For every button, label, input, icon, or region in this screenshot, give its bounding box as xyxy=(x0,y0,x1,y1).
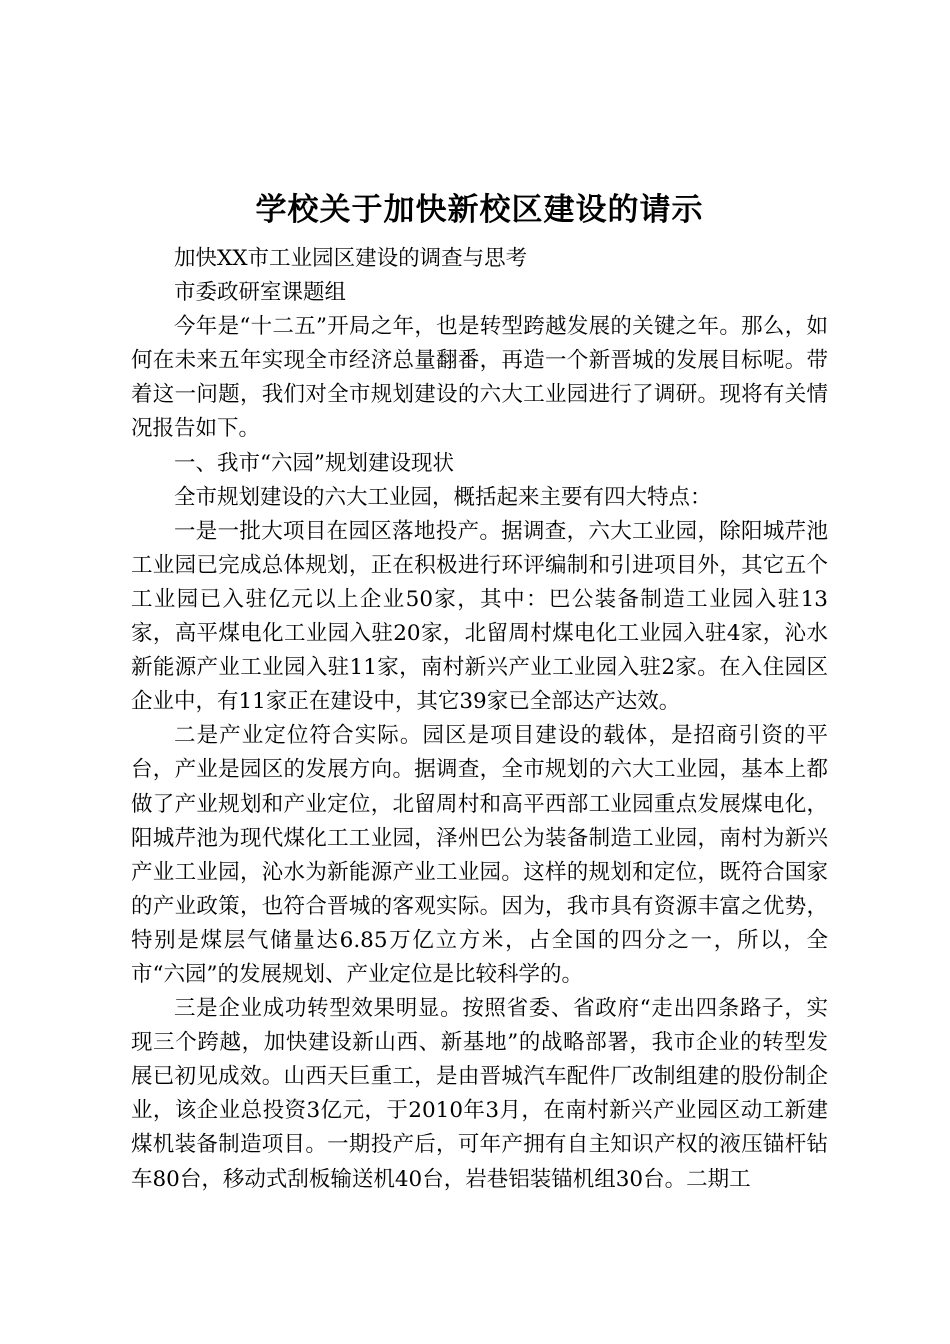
section-heading: 一、我市“六园”规划建设现状 xyxy=(174,450,454,476)
point-one-paragraph: 一是一批大项目在园区落地投产。据调查，六大工业园，除阳城芹池工业园已完成总体规划，正在积极进行环评编制和引进项目外，其它五个工业园已入驻亿元以上企业50家，其中：巴公装备制造工业园入驻13家，高平煤电化工业园入驻20家，北留周村煤电化工业园入驻4家，沁水新能源产业工业园入驻11家，南村新兴产业工业园入驻2家。在入住园区企业中，有11家正在建设中，其它39家已全部达产达效。 xyxy=(131,518,828,715)
summary-paragraph: 全市规划建设的六大工业园，概括起来主要有四大特点： xyxy=(174,484,712,510)
document-title: 学校关于加快新校区建设的请示 xyxy=(255,192,704,228)
point-three-paragraph: 三是企业成功转型效果明显。按照省委、省政府“走出四条路子，实现三个跨越，加快建设新山西、新基地”的战略部署，我市企业的转型发展已初见成效。山西天巨重工，是由晋城汽车配件厂改制组建的股份制企业，该企业总投资3亿元，于2010年3月，在南村新兴产业园区动工新建煤机装备制造项目。一期投产后，可年产拥有自主知识产权的液压锚杆钻车80台，移动式刮板输送机40台，岩巷铝装锚机组30台。二期工 xyxy=(131,996,828,1192)
author-paragraph: 市委政研室课题组 xyxy=(174,280,347,306)
intro-paragraph: 今年是“十二五”开局之年，也是转型跨越发展的关键之年。那么，如何在未来五年实现全市经济总量翻番，再造一个新晋城的发展目标呢。带着这一问题，我们对全市规划建设的六大工业园进行了调研。现将有关情况报告如下。 xyxy=(131,314,828,442)
point-two-paragraph: 二是产业定位符合实际。园区是项目建设的载体，是招商引资的平台，产业是园区的发展方向。据调查，全市规划的六大工业园，基本上都做了产业规划和产业定位，北留周村和高平西部工业园重点发展煤电化，阳城芹池为现代煤化工工业园，泽州巴公为装备制造工业园，南村为新兴产业工业园，沁水为新能源产业工业园。这样的规划和定位，既符合国家的产业政策，也符合晋城的客观实际。因为，我市具有资源丰富之优势，特别是煤层气储量达6.85万亿立方米，占全国的四分之一，所以，全市“六园”的发展规划、产业定位是比较科学的。 xyxy=(131,723,828,987)
document-page xyxy=(131,184,828,1197)
subtitle-paragraph: 加快XX市工业园区建设的调查与思考 xyxy=(174,246,528,271)
